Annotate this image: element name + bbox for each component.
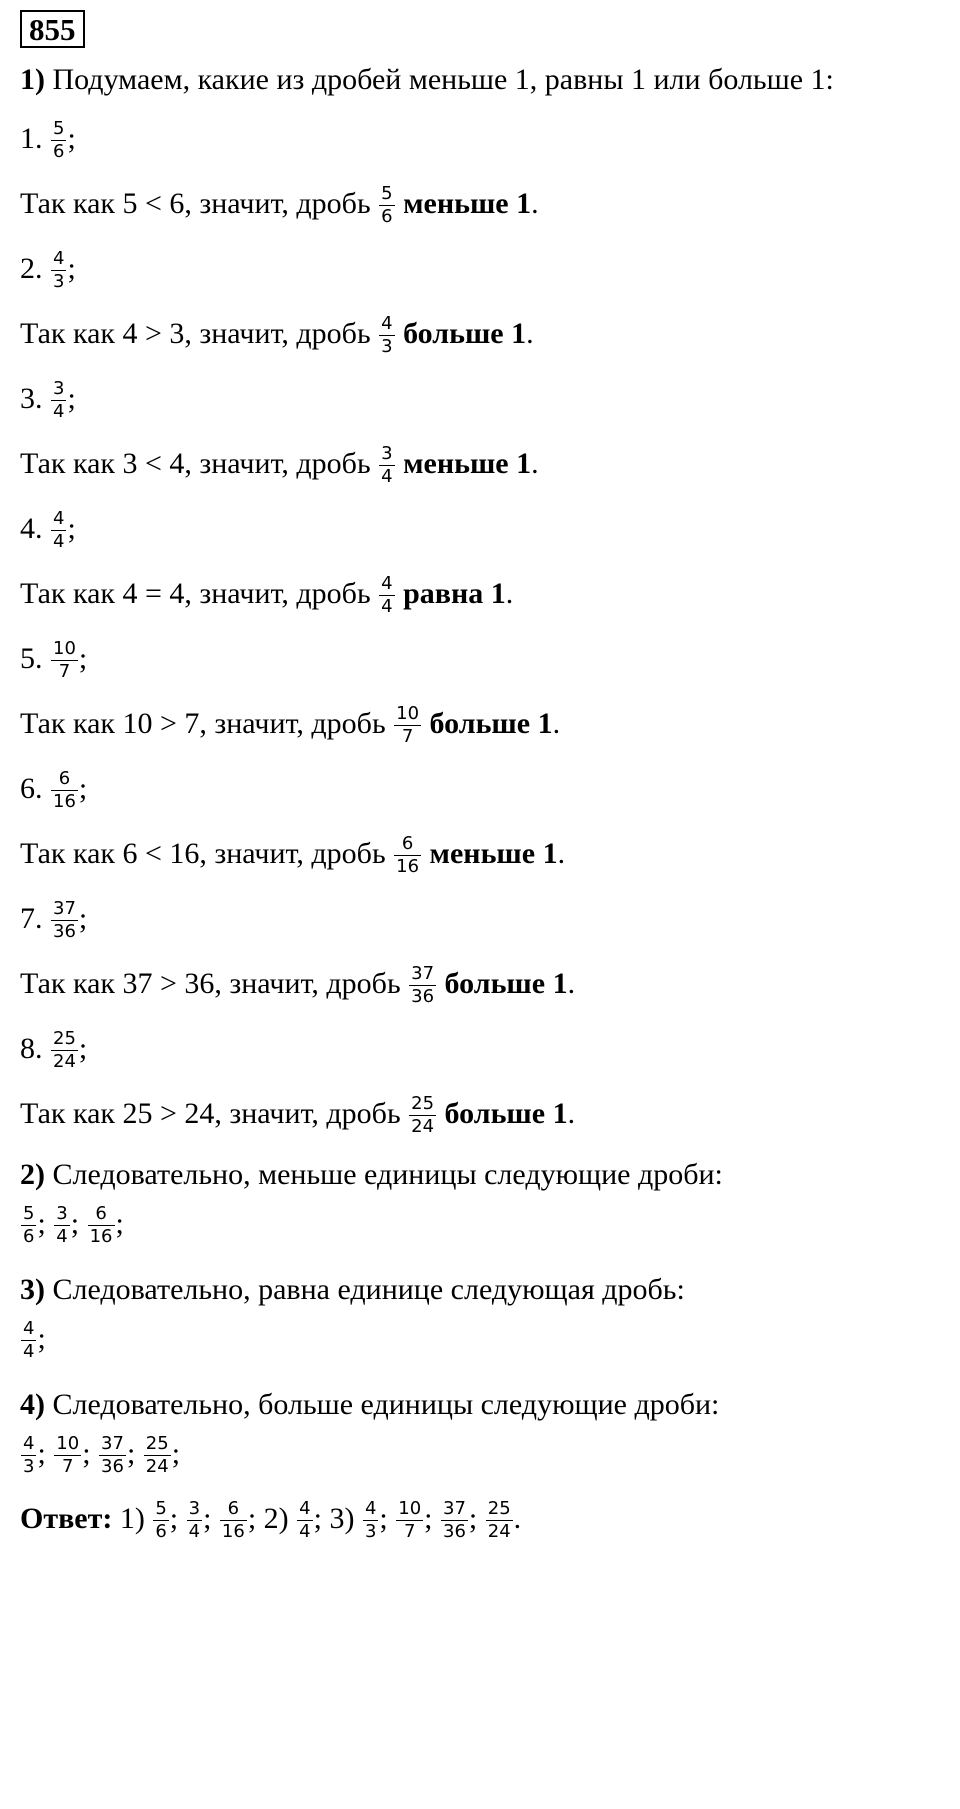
denominator: 6 [381,205,393,227]
denominator: 36 [443,1520,466,1542]
reason-line: Так как 5 < 6, значит, дробь $\frac{5}{6}$ меньше 1. [20,183,539,227]
reason-text: Так как 25 > 24, значит, дробь [20,1096,401,1130]
item-line: 4. $\frac{4}{4}$ ; [20,508,76,552]
numerator: 37 [443,1498,466,1519]
fraction [153,1500,168,1542]
fraction [220,1500,247,1542]
reason-text: Так как 3 < 4, значит, дробь [20,446,371,480]
numerator: 37 [53,898,76,919]
denominator: 3 [53,270,65,292]
denominator: 4 [53,530,65,552]
numerator: 4 [299,1498,311,1519]
intro-text: Подумаем, какие из дробей меньше 1, равны 1 или больше 1: [45,63,834,96]
denominator: 7 [62,1455,74,1477]
denominator: 24 [487,1520,511,1542]
item-index: 3. [20,381,43,415]
reason-text: Так как 6 < 16, значит, дробь [20,836,386,870]
reason-text: Так как 5 < 6, значит, дробь [20,186,371,220]
step4-label: 4) [20,1388,45,1421]
fraction [51,770,78,812]
denominator: 36 [101,1455,124,1477]
denominator: 16 [221,1520,245,1542]
problem-number: 855 [29,12,76,47]
item-index: 5. [20,641,43,675]
denominator: 24 [53,1050,76,1072]
step3-line [20,1275,685,1305]
item-line: 7. $\frac{37}{36}$ ; [20,898,88,942]
reason-line: Так как 3 < 4, значит, дробь $\frac{3}{4}$ меньше 1. [20,443,539,487]
numerator: 10 [56,1433,80,1454]
fraction [379,185,394,227]
conclusion: больше 1 [444,966,568,1000]
fraction [21,1435,36,1477]
numerator: 4 [23,1433,35,1454]
conclusion: больше 1 [429,706,553,740]
fraction [486,1500,513,1542]
numerator: 3 [56,1203,68,1224]
fraction [409,1095,436,1137]
denominator: 3 [364,1520,377,1542]
answer-part3-label: 3) [329,1501,355,1535]
intro-line [20,65,834,95]
fraction [51,120,66,162]
numerator: 6 [88,1205,115,1226]
fraction [379,445,394,487]
step3-label: 3) [20,1273,45,1306]
step4-fractions: $\frac{4}{3}$ ; $\frac{10}{7}$ ; $\frac{37}{36}$ ; $\frac{25}{24}$ ; [23,1433,181,1477]
answer-part1-label: 1) [119,1501,145,1535]
numerator: 6 [220,1500,247,1521]
numerator: 4 [364,1498,377,1519]
numerator: 4 [23,1318,35,1339]
fraction [51,380,66,422]
denominator: 6 [155,1520,167,1542]
conclusion: меньше 1 [403,446,532,480]
numerator: 6 [394,835,421,856]
numerator: 10 [398,1498,422,1519]
numerator: 4 [53,248,65,269]
fraction [394,835,421,877]
numerator: 10 [53,638,76,659]
numerator: 25 [145,1433,169,1454]
reason-line: Так как 4 > 3, значит, дробь $\frac{4}{3}$ больше 1. [20,313,534,357]
numerator: 4 [381,313,393,334]
fraction [51,900,78,942]
fraction [51,1030,78,1072]
fraction [54,1205,69,1247]
fraction [51,510,66,552]
denominator: 3 [23,1455,35,1477]
denominator: 4 [381,595,393,617]
denominator: 24 [411,1115,435,1137]
fraction [144,1435,171,1477]
conclusion: меньше 1 [403,186,532,220]
fraction [441,1500,468,1542]
fraction [99,1435,126,1477]
intro-label: 1) [20,63,45,96]
step2-line [20,1160,723,1190]
denominator: 4 [299,1520,311,1542]
denominator: 16 [396,855,420,877]
item-index: 4. [20,511,43,545]
numerator: 6 [51,770,78,791]
step3-fractions: $\frac{4}{4}$ ; [23,1318,46,1362]
item-line: 1. $\frac{5}{6}$ ; [20,118,76,162]
step4-line [20,1390,719,1420]
fraction [363,1500,378,1542]
denominator: 24 [145,1455,169,1477]
numerator: 3 [188,1498,201,1519]
item-index: 8. [20,1031,43,1065]
answer-line: Ответ: 1) $\frac{5}{6}$ ; $\frac{3}{4}$ ; $\frac{6}{16}$ ; 2) $\frac{4}{4}$ ; 3) $\frac{4}{3}$ ; $\frac{10}{7}$ ; $\frac{37}{36}$ ; $\frac{25}{24}$ . [20,1498,522,1542]
reason-line: Так как 10 > 7, значит, дробь $\frac{10}{7}$ больше 1. [20,703,561,747]
denominator: 6 [23,1225,35,1247]
denominator: 16 [89,1225,113,1247]
denominator: 4 [381,465,393,487]
item-line: 3. $\frac{3}{4}$ ; [20,378,76,422]
fraction [396,1500,423,1542]
numerator: 25 [53,1028,76,1049]
fraction [21,1320,36,1362]
denominator: 16 [53,790,76,812]
conclusion: больше 1 [444,1096,568,1130]
numerator: 10 [396,703,420,724]
denominator: 3 [381,335,393,357]
fraction [409,965,436,1007]
numerator: 25 [411,1093,435,1114]
denominator: 6 [53,140,65,162]
step2-label: 2) [20,1158,45,1191]
fraction [88,1205,115,1247]
numerator: 5 [155,1498,167,1519]
step3-text: Следовательно, равна единице следующая дробь: [45,1273,685,1306]
numerator: 3 [53,378,65,399]
denominator: 4 [56,1225,68,1247]
step4-text: Следовательно, больше единицы следующие дроби: [45,1388,720,1421]
item-line: 8. $\frac{25}{24}$ ; [20,1028,88,1072]
reason-text: Так как 4 = 4, значит, дробь [20,576,371,610]
numerator: 4 [53,508,65,529]
fraction [379,575,394,617]
numerator: 5 [381,183,393,204]
denominator: 36 [411,985,435,1007]
reason-text: Так как 37 > 36, значит, дробь [20,966,401,1000]
item-index: 6. [20,771,43,805]
reason-line: Так как 25 > 24, значит, дробь $\frac{25}{24}$ больше 1. [20,1093,576,1137]
item-line: 2. $\frac{4}{3}$ ; [20,248,76,292]
fraction [297,1500,312,1542]
conclusion: меньше 1 [429,836,558,870]
fraction [54,1435,81,1477]
fraction [21,1205,36,1247]
denominator: 7 [403,1520,416,1542]
item-index: 7. [20,901,43,935]
numerator: 25 [487,1498,511,1519]
item-index: 1. [20,121,43,155]
numerator: 5 [23,1203,35,1224]
denominator: 36 [53,920,76,942]
numerator: 3 [381,443,393,464]
fraction [379,315,394,357]
fraction [187,1500,202,1542]
numerator: 5 [53,118,65,139]
reason-line: Так как 6 < 16, значит, дробь $\frac{6}{16}$ меньше 1. [20,833,566,877]
reason-line: Так как 4 = 4, значит, дробь $\frac{4}{4}$ равна 1. [20,573,514,617]
denominator: 4 [23,1340,35,1362]
numerator: 4 [381,573,393,594]
denominator: 7 [58,660,71,682]
denominator: 4 [53,400,65,422]
reason-line: Так как 37 > 36, значит, дробь $\frac{37}{36}$ больше 1. [20,963,576,1007]
item-line: 6. $\frac{6}{16}$ ; [20,768,88,812]
conclusion: больше 1 [403,316,527,350]
fraction [394,705,421,747]
reason-text: Так как 4 > 3, значит, дробь [20,316,371,350]
fraction [51,640,78,682]
answer-part2-label: 2) [263,1501,289,1535]
problem-number-box [20,10,85,48]
numerator: 37 [411,963,435,984]
step2-text: Следовательно, меньше единицы следующие дроби: [45,1158,723,1191]
item-line: 5. $\frac{10}{7}$ ; [20,638,88,682]
answer-label: Ответ: [20,1501,113,1535]
fraction [51,250,66,292]
numerator: 37 [101,1433,124,1454]
item-index: 2. [20,251,43,285]
denominator: 7 [401,725,414,747]
conclusion: равна 1 [403,576,506,610]
step2-fractions: $\frac{5}{6}$ ; $\frac{3}{4}$ ; $\frac{6}{16}$ ; [23,1203,124,1247]
reason-text: Так как 10 > 7, значит, дробь [20,706,386,740]
denominator: 4 [188,1520,201,1542]
